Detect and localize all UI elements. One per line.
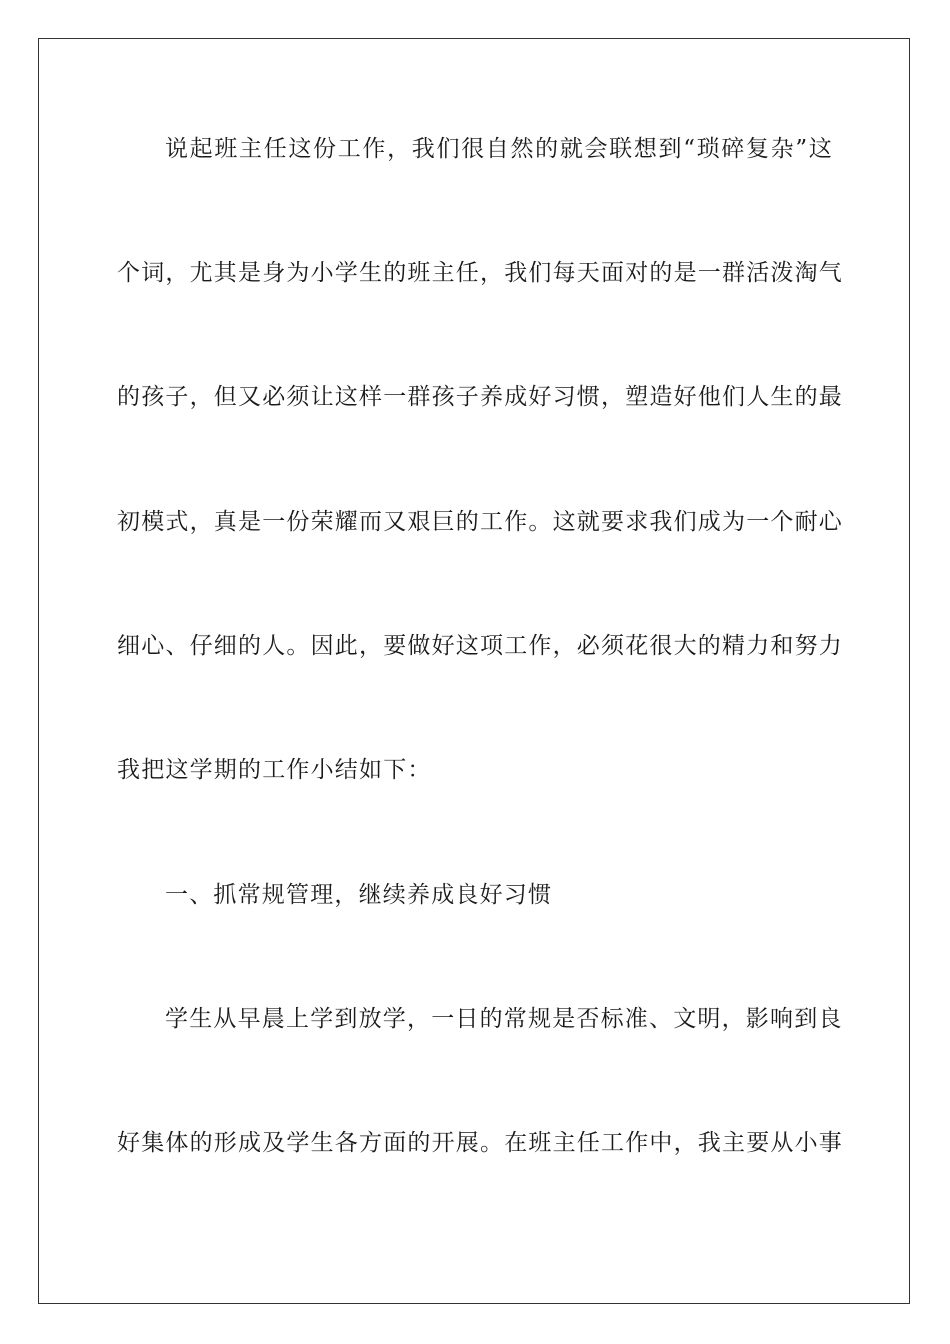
paragraph-1-line-2: 个词，尤其是身为小学生的班主任，我们每天面对的是一群活泼淘气 <box>117 260 843 286</box>
page-frame <box>38 38 910 1304</box>
paragraph-2-line-2: 好集体的形成及学生各方面的开展。在班主任工作中，我主要从小事 <box>117 1130 843 1156</box>
paragraph-1-line-1: 说起班主任这份工作，我们很自然的就会联想到“琐碎复杂”这 <box>165 136 833 162</box>
paragraph-1-line-3: 的孩子，但又必须让这样一群孩子养成好习惯，塑造好他们人生的最 <box>117 384 843 410</box>
section-heading-1: 一、抓常规管理，继续养成良好习惯 <box>165 882 553 908</box>
paragraph-1-line-6: 我把这学期的工作小结如下： <box>117 757 432 783</box>
paragraph-1-line-5: 细心、仔细的人。因此，要做好这项工作，必须花很大的精力和努力 <box>117 633 843 659</box>
paragraph-1-line-4: 初模式，真是一份荣耀而又艰巨的工作。这就要求我们成为一个耐心 <box>117 509 843 535</box>
paragraph-2-line-1: 学生从早晨上学到放学，一日的常规是否标准、文明，影响到良 <box>165 1006 843 1032</box>
